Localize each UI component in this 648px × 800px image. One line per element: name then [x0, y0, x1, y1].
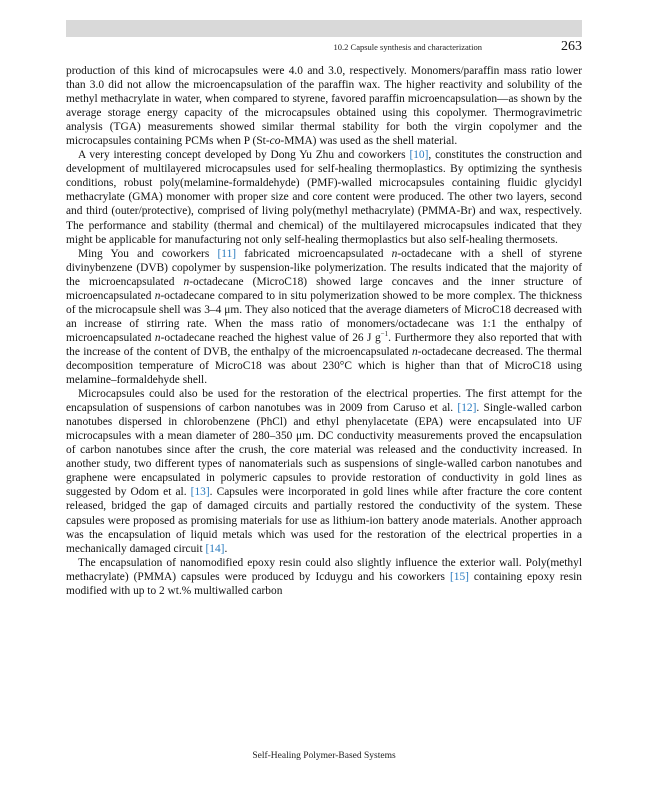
- text-run: fabricated microencapsulated: [236, 247, 392, 260]
- text-run: -MMA) was used as the shell material.: [280, 135, 458, 148]
- text-run: -octadecane reached the highest value of 26 J g: [160, 331, 381, 344]
- superscript: −1: [380, 330, 389, 339]
- page-number: 263: [561, 39, 582, 54]
- paragraph: [66, 247, 582, 387]
- italic-text: n: [411, 345, 418, 358]
- text-run: .: [224, 542, 228, 555]
- text-run: -octadecane decreased. The thermal decomposition temperature of MicroC18 was about 230°C which is higher than that of MicroC18 using melamine–formaldehyde shell.: [66, 345, 582, 387]
- running-head: [66, 40, 582, 56]
- citation-link[interactable]: [14]: [205, 542, 225, 555]
- italic-text: n: [391, 247, 398, 260]
- text-run: containing epoxy resin modified with up to 2 wt.% multiwalled carbon: [66, 570, 582, 597]
- text-run: A very interesting concept developed by Dong Yu Zhu and coworkers: [78, 149, 410, 162]
- italic-text: n: [183, 275, 190, 288]
- italic-text: co: [269, 135, 281, 148]
- body-text: [66, 64, 582, 598]
- paragraph: [66, 64, 582, 148]
- text-run: , constitutes the construction and development of multilayered microcapsules used for self-healing thermoplastics. By optimizing the synthesis conditions, robust poly(melamine-formaldehyde) (PMF)-walled microcapsules containing fluidic glycidyl methacrylate (GMA) monomer with proper size and core content were produced. The other two layers, second and third (outer/protective), comprised of living poly(methyl methacrylate) (PMMA-Br) and wax, respectively. The performance and stability (thermal and chemical) of the multilayered microcapsules indicated that they might be applicable for manufacturing not only self-healing thermoplastics but also self-healing thermosets.: [66, 149, 582, 246]
- italic-text: n: [154, 331, 161, 344]
- text-run: The encapsulation of nanomodified epoxy resin could also slightly influence the exterior wall. Poly(methyl methacrylate) (PMMA) capsules were produced by Icduygu and his coworkers: [66, 556, 582, 583]
- text-run: -octadecane compared to in situ polymerization showed to be more complex. The thickness of the microcapsule shell was 3–4 μm. They also noticed that the average diameters of MicroC18 decreased with an increase of stirring rate. When the mass ratio of monomers/octadecane was 1:1 the enthalpy of microencapsulated: [66, 289, 582, 344]
- citation-link[interactable]: [10]: [409, 149, 429, 162]
- text-run: production of this kind of microcapsules were 4.0 and 3.0, respectively. Monomers/paraffin mass ratio lower than 3.0 did not allow the microencapsulation of the paraffin wax. The higher reactivity and solubility of the methyl methacrylate in water, when compared to styrene, favored paraffin microencapsulation—as shown by the average storage energy capacity of the microcapsules obtained using this copolymer. Thermogravimetric analysis (TGA) measurements showed similar thermal stability for both the virgin copolymer and the microcapsules containing PCMs when P (St-: [66, 65, 582, 148]
- paragraph: [66, 387, 582, 556]
- text-run: Microcapsules could also be used for the restoration of the electrical properties. The first attempt for the encapsulation of suspensions of carbon nanotubes was in 2009 from Caruso et al.: [66, 388, 582, 415]
- citation-link[interactable]: [12]: [457, 402, 477, 415]
- book-title-footer: Self-Healing Polymer-Based Systems: [252, 751, 396, 761]
- running-title: 10.2 Capsule synthesis and characterization: [333, 42, 482, 52]
- paragraph: [66, 148, 582, 246]
- text-run: -octadecane (MicroC18) showed large concaves and the inner structure of microencapsulated: [66, 275, 583, 302]
- citation-link[interactable]: [13]: [190, 486, 210, 499]
- text-run: . Furthermore they also reported that with the increase of the content of DVB, the enthalpy of the microencapsulated: [66, 331, 583, 358]
- text-run: . Capsules were incorporated in gold lines while after fracture the core content released, bridged the gap of damaged circuits and partially restored the conductivity of the system. These capsules were proposed as promising materials for use as lithium-ion battery anode materials. Another approach was the encapsulation of liquid metals which was used for the restoration of the electrical properties in a mechanically damaged circuit: [66, 486, 582, 555]
- text-run: . Single-walled carbon nanotubes dispersed in chlorobenzene (PhCl) and ethyl phenylacetate (EPA) were encapsulated into UF microcapsules with a mean diameter of 280–350 μm. DC conductivity measurements proved the encapsulation of carbon nanotubes since after the crush, the core material was released and the conductivity increased. In another study, two different types of nanomaterials such as suspensions of single-walled carbon nanotubes and graphene were encapsulated in polymeric capsules to provide restoration of conductivity in gold lines as suggested by Odom et al.: [66, 402, 582, 499]
- italic-text: n: [154, 289, 161, 302]
- text-run: Ming You and coworkers: [78, 247, 218, 260]
- paragraph: [66, 556, 582, 598]
- text-run: -octadecane with a shell of styrene divinybenzene (DVB) copolymer by suspension-like polymerization. The results indicated that the majority of the microencapsulated: [66, 247, 583, 288]
- citation-link[interactable]: [15]: [449, 570, 469, 583]
- citation-link[interactable]: [11]: [217, 247, 237, 260]
- header-rule-bar: [66, 20, 582, 37]
